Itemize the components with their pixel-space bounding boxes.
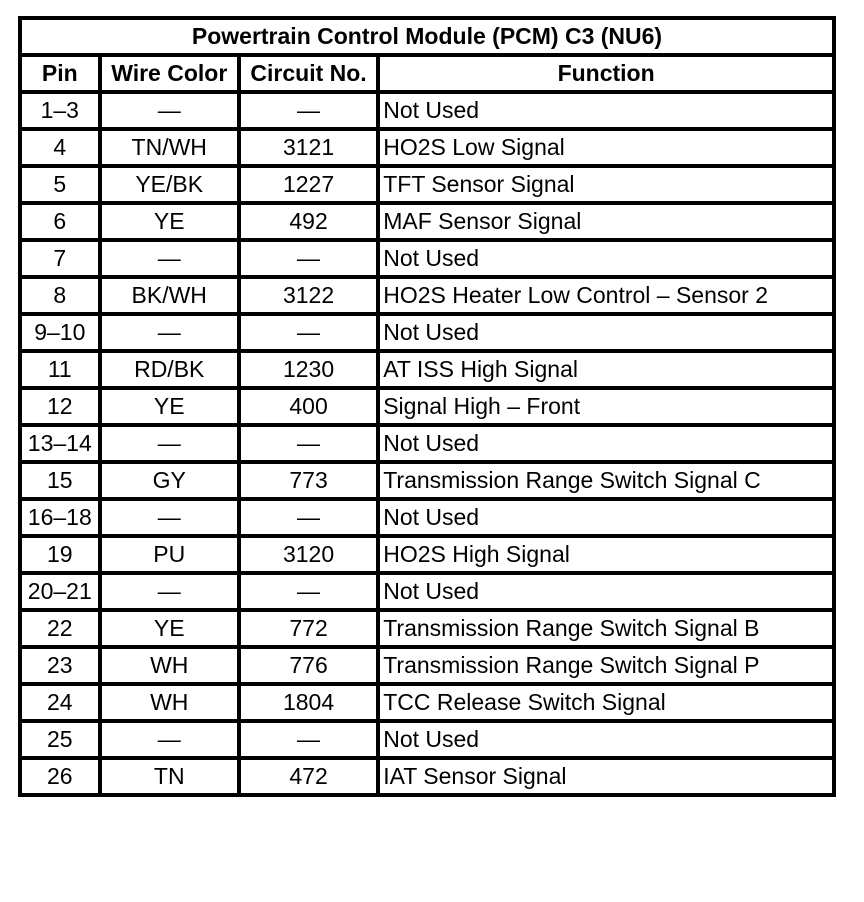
circuit-cell: 492 xyxy=(239,203,378,240)
function-cell: Not Used xyxy=(378,499,834,536)
table-row xyxy=(20,573,834,610)
circuit-cell: — xyxy=(239,499,378,536)
table-row xyxy=(20,166,834,203)
function-cell: Not Used xyxy=(378,92,834,129)
function-cell: IAT Sensor Signal xyxy=(378,758,834,795)
table-row xyxy=(20,277,834,314)
wire-color-cell: GY xyxy=(100,462,239,499)
circuit-cell: 472 xyxy=(239,758,378,795)
pin-cell: 7 xyxy=(20,240,100,277)
table-row xyxy=(20,610,834,647)
table-row xyxy=(20,462,834,499)
header-pin: Pin xyxy=(20,55,100,92)
circuit-cell: — xyxy=(239,240,378,277)
circuit-cell: — xyxy=(239,314,378,351)
pin-cell: 11 xyxy=(20,351,100,388)
pin-cell: 6 xyxy=(20,203,100,240)
circuit-cell: — xyxy=(239,721,378,758)
pin-cell: 5 xyxy=(20,166,100,203)
circuit-cell: — xyxy=(239,92,378,129)
wire-color-cell: — xyxy=(100,425,239,462)
table-row xyxy=(20,758,834,795)
function-cell: Not Used xyxy=(378,314,834,351)
table-body xyxy=(20,92,834,795)
pin-cell: 25 xyxy=(20,721,100,758)
title-row xyxy=(20,18,834,55)
table-row xyxy=(20,388,834,425)
wire-color-cell: YE/BK xyxy=(100,166,239,203)
function-cell: AT ISS High Signal xyxy=(378,351,834,388)
pin-cell: 12 xyxy=(20,388,100,425)
function-cell: Transmission Range Switch Signal C xyxy=(378,462,834,499)
function-cell: HO2S Low Signal xyxy=(378,129,834,166)
circuit-cell: 773 xyxy=(239,462,378,499)
header-wire-color: Wire Color xyxy=(100,55,239,92)
circuit-cell: 1804 xyxy=(239,684,378,721)
circuit-cell: 772 xyxy=(239,610,378,647)
function-cell: HO2S Heater Low Control – Sensor 2 xyxy=(378,277,834,314)
function-cell: Not Used xyxy=(378,425,834,462)
wire-color-cell: — xyxy=(100,240,239,277)
wire-color-cell: YE xyxy=(100,388,239,425)
circuit-cell: — xyxy=(239,425,378,462)
circuit-cell: 1230 xyxy=(239,351,378,388)
table-row xyxy=(20,129,834,166)
function-cell: Transmission Range Switch Signal P xyxy=(378,647,834,684)
pin-cell: 19 xyxy=(20,536,100,573)
pin-cell: 9–10 xyxy=(20,314,100,351)
circuit-cell: 3120 xyxy=(239,536,378,573)
table-row xyxy=(20,425,834,462)
wire-color-cell: TN xyxy=(100,758,239,795)
pin-cell: 1–3 xyxy=(20,92,100,129)
header-function: Function xyxy=(378,55,834,92)
table-row xyxy=(20,351,834,388)
wire-color-cell: RD/BK xyxy=(100,351,239,388)
circuit-cell: 1227 xyxy=(239,166,378,203)
pcm-connector-table xyxy=(18,16,836,797)
wire-color-cell: — xyxy=(100,92,239,129)
wire-color-cell: — xyxy=(100,721,239,758)
pin-cell: 26 xyxy=(20,758,100,795)
table-title: Powertrain Control Module (PCM) C3 (NU6) xyxy=(20,18,834,55)
table-row xyxy=(20,314,834,351)
function-cell: Not Used xyxy=(378,721,834,758)
wire-color-cell: WH xyxy=(100,647,239,684)
function-cell: Transmission Range Switch Signal B xyxy=(378,610,834,647)
function-cell: HO2S High Signal xyxy=(378,536,834,573)
circuit-cell: 776 xyxy=(239,647,378,684)
wire-color-cell: YE xyxy=(100,610,239,647)
pin-cell: 8 xyxy=(20,277,100,314)
pin-cell: 22 xyxy=(20,610,100,647)
table-row xyxy=(20,240,834,277)
pin-cell: 4 xyxy=(20,129,100,166)
wire-color-cell: — xyxy=(100,499,239,536)
function-cell: Signal High – Front xyxy=(378,388,834,425)
header-row xyxy=(20,55,834,92)
wire-color-cell: YE xyxy=(100,203,239,240)
pin-cell: 20–21 xyxy=(20,573,100,610)
function-cell: Not Used xyxy=(378,573,834,610)
pin-cell: 16–18 xyxy=(20,499,100,536)
circuit-cell: — xyxy=(239,573,378,610)
table-row xyxy=(20,499,834,536)
pin-cell: 23 xyxy=(20,647,100,684)
pin-cell: 24 xyxy=(20,684,100,721)
pin-cell: 13–14 xyxy=(20,425,100,462)
function-cell: TCC Release Switch Signal xyxy=(378,684,834,721)
wire-color-cell: — xyxy=(100,314,239,351)
table-row xyxy=(20,536,834,573)
wire-color-cell: — xyxy=(100,573,239,610)
wire-color-cell: PU xyxy=(100,536,239,573)
function-cell: TFT Sensor Signal xyxy=(378,166,834,203)
circuit-cell: 400 xyxy=(239,388,378,425)
function-cell: Not Used xyxy=(378,240,834,277)
table-row xyxy=(20,684,834,721)
function-cell: MAF Sensor Signal xyxy=(378,203,834,240)
pin-cell: 15 xyxy=(20,462,100,499)
wire-color-cell: BK/WH xyxy=(100,277,239,314)
wire-color-cell: WH xyxy=(100,684,239,721)
table-row xyxy=(20,203,834,240)
header-circuit: Circuit No. xyxy=(239,55,378,92)
circuit-cell: 3122 xyxy=(239,277,378,314)
table-row xyxy=(20,92,834,129)
table-row xyxy=(20,721,834,758)
table-row xyxy=(20,647,834,684)
circuit-cell: 3121 xyxy=(239,129,378,166)
wire-color-cell: TN/WH xyxy=(100,129,239,166)
